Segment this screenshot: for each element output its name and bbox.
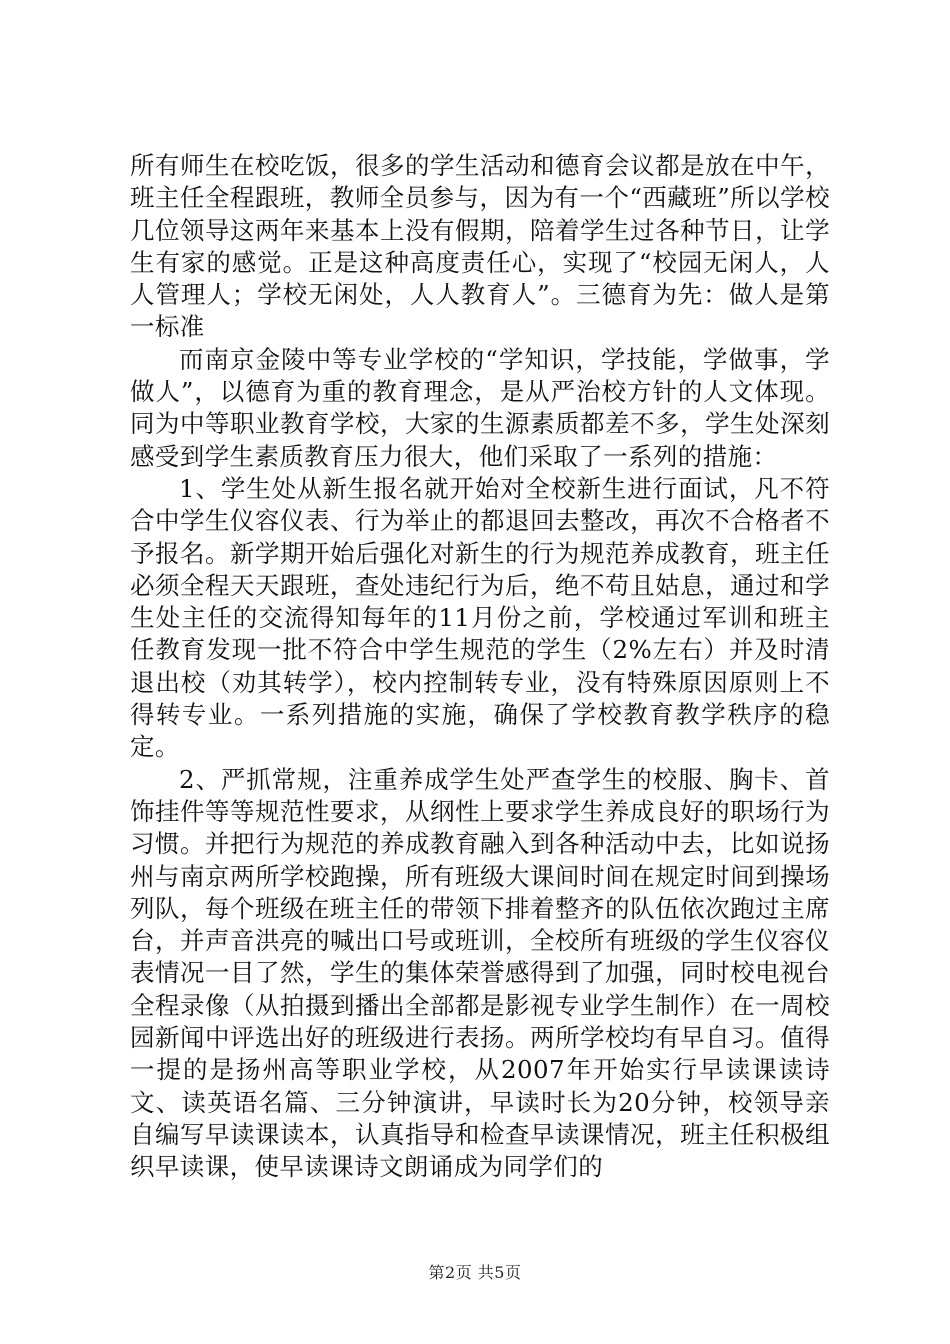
- paragraph-continuation: 所有师生在校吃饭，很多的学生活动和德育会议都是放在中午，班主任全程跟班，教师全员参与，因为有一个“西藏班”所以学校几位领导这两年来基本上没有假期，陪着学生过各种节日，让学生有家的感觉。正是这种高度责任心，实现了“校园无闲人，人人管理人；学校无闲处，人人教育人”。三德育为先：做人是第一标准: [130, 151, 830, 342]
- paragraph-measure-1: 1、学生处从新生报名就开始对全校新生进行面试，凡不符合中学生仪容仪表、行为举止的都退回去整改，再次不合格者不予报名。新学期开始后强化对新生的行为规范养成教育，班主任必须全程天天跟班，查处违纪行为后，绝不苟且姑息，通过和学生处主任的交流得知每年的11月份之前，学校通过军训和班主任教育发现一批不符合中学生规范的学生（2%左右）并及时清退出校（劝其转学），校内控制转专业，没有特殊原因原则上不得转专业。一系列措施的实施，确保了学校教育教学秩序的稳定。: [130, 473, 830, 762]
- paragraph-measure-2: 2、严抓常规，注重养成学生处严查学生的校服、胸卡、首饰挂件等等规范性要求，从纲性上要求学生养成良好的职场行为习惯。并把行为规范的养成教育融入到各种活动中去，比如说扬州与南京两所学校跑操，所有班级大课间时间在规定时间到操场列队，每个班级在班主任的带领下排着整齐的队伍依次跑过主席台，并声音洪亮的喊出口号或班训，全校所有班级的学生仪容仪表情况一目了然，学生的集体荣誉感得到了加强，同时校电视台全程录像（从拍摄到播出全部都是影视专业学生制作）在一周校园新闻中评选出好的班级进行表扬。两所学校均有早自习。值得一提的是扬州高等职业学校，从2007年开始实行早读课读诗文、读英语名篇、三分钟演讲，早读时长为20分钟，校领导亲自编写早读课读本，认真指导和检查早读课情况，班主任积极组织早读课，使早读课诗文朗诵成为同学们的: [130, 764, 830, 1182]
- document-body: [130, 150, 830, 1184]
- paragraph-jinling-school: 而南京金陵中等专业学校的“学知识，学技能，学做事，学做人”，以德育为重的教育理念，是从严治校方针的人文体现。同为中等职业教育学校，大家的生源素质都差不多，学生处深刻感受到学生素质教育压力很大，他们采取了一系列的措施：: [130, 344, 830, 471]
- page-number-footer: 第2页 共5页: [428, 1263, 522, 1282]
